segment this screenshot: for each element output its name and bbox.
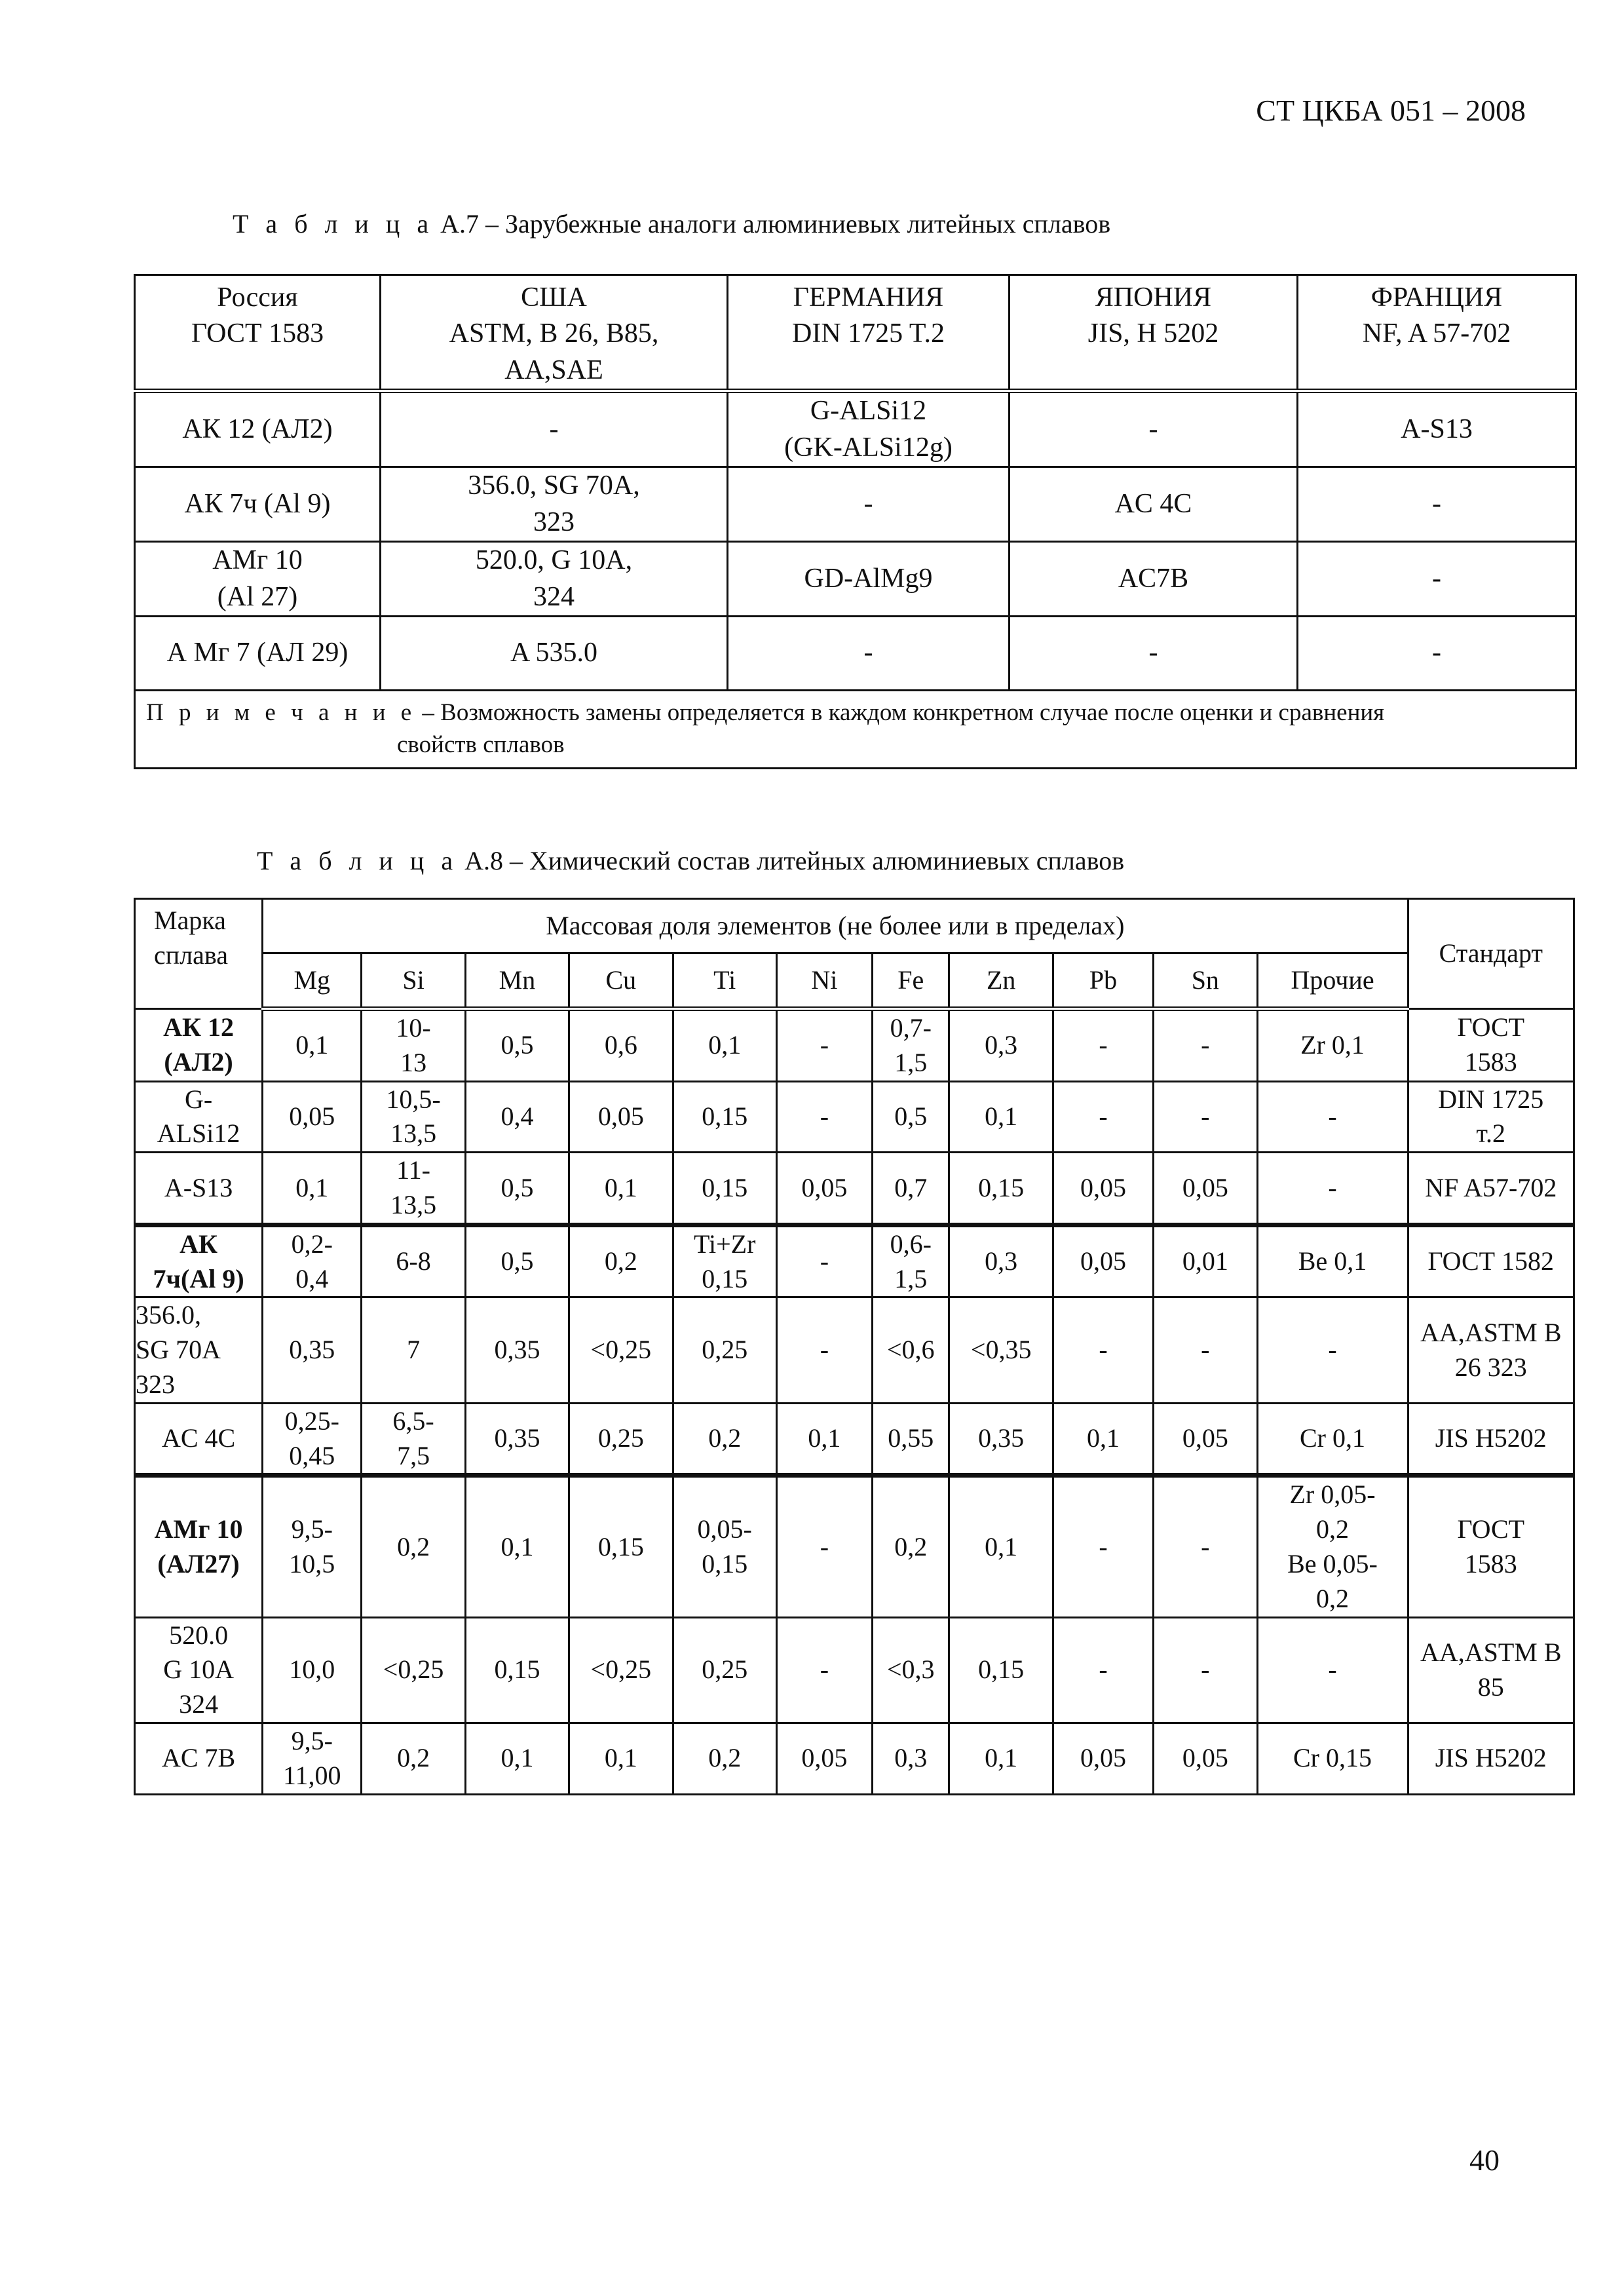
composition-cell: 0,05 bbox=[1053, 1225, 1153, 1297]
table-row bbox=[135, 1403, 1574, 1476]
table-a8-header-row-2 bbox=[135, 953, 1574, 1009]
table-cell: - bbox=[1298, 542, 1576, 617]
element-column-header: Прочие bbox=[1257, 953, 1408, 1009]
composition-cell: 0,05 bbox=[776, 1153, 872, 1225]
composition-cell: 0,05 bbox=[263, 1081, 362, 1153]
composition-cell: 0,05 bbox=[569, 1081, 673, 1153]
standard-cell: DIN 1725 т.2 bbox=[1408, 1081, 1574, 1153]
mass-fraction-header: Массовая доля элементов (не более или в пределах) bbox=[263, 899, 1408, 953]
page-number: 40 bbox=[1469, 2143, 1500, 2177]
composition-cell: 0,1 bbox=[949, 1476, 1053, 1617]
composition-cell: - bbox=[776, 1297, 872, 1403]
table-row bbox=[135, 1081, 1574, 1153]
table-a8-caption-label: Т а б л и ц а bbox=[257, 846, 459, 875]
note-text: – Возможность замены определяется в каждом конкретном случае после оценки и сравнения bbox=[416, 699, 1385, 727]
alloy-mark-cell: AC 4C bbox=[135, 1403, 263, 1476]
table-a7-foreign-analogs bbox=[134, 274, 1577, 769]
table-cell: - bbox=[1010, 616, 1298, 690]
composition-cell: <0,25 bbox=[362, 1617, 465, 1723]
table-cell: 520.0, G 10A, 324 bbox=[381, 542, 728, 617]
alloy-mark-cell: A-S13 bbox=[135, 1153, 263, 1225]
composition-cell: 0,3 bbox=[949, 1225, 1053, 1297]
composition-cell: - bbox=[1257, 1081, 1408, 1153]
table-cell: GD-AlMg9 bbox=[728, 542, 1010, 617]
element-column-header: Mn bbox=[465, 953, 569, 1009]
table-row bbox=[135, 1153, 1574, 1225]
composition-cell: 0,1 bbox=[776, 1403, 872, 1476]
element-column-header: Cu bbox=[569, 953, 673, 1009]
element-column-header: Mg bbox=[263, 953, 362, 1009]
table-row bbox=[135, 467, 1576, 542]
composition-cell: 0,2 bbox=[362, 1476, 465, 1617]
composition-cell: 0,1 bbox=[949, 1723, 1053, 1794]
composition-cell: 0,1 bbox=[569, 1723, 673, 1794]
composition-cell: 0,2 bbox=[872, 1476, 949, 1617]
composition-cell: 0,15 bbox=[673, 1081, 776, 1153]
composition-cell: 0,25 bbox=[673, 1617, 776, 1723]
standard-cell: AA,ASTM B 85 bbox=[1408, 1617, 1574, 1723]
element-column-header: Ti bbox=[673, 953, 776, 1009]
composition-cell: 0,2 bbox=[673, 1403, 776, 1476]
composition-cell: 0,5 bbox=[872, 1081, 949, 1153]
table-cell: АК 7ч (Al 9) bbox=[135, 467, 381, 542]
composition-cell: 0,05 bbox=[1154, 1153, 1257, 1225]
table-a7-note bbox=[135, 690, 1576, 768]
composition-cell: 0,35 bbox=[465, 1403, 569, 1476]
table-cell: АМг 10 (Al 27) bbox=[135, 542, 381, 617]
standard-cell: JIS H5202 bbox=[1408, 1723, 1574, 1794]
composition-cell: 0,7- 1,5 bbox=[872, 1009, 949, 1082]
composition-cell: 0,05 bbox=[1154, 1723, 1257, 1794]
table-cell: 356.0, SG 70A, 323 bbox=[381, 467, 728, 542]
table-cell: - bbox=[1298, 467, 1576, 542]
table-a7-col-header: ГЕРМАНИЯ DIN 1725 T.2 bbox=[728, 275, 1010, 391]
composition-cell: - bbox=[1154, 1009, 1257, 1082]
table-a7-col-header: США ASTM, B 26, B85, AA,SAE bbox=[381, 275, 728, 391]
standard-cell: NF A57-702 bbox=[1408, 1153, 1574, 1225]
composition-cell: Cr 0,1 bbox=[1257, 1403, 1408, 1476]
composition-cell: 0,3 bbox=[872, 1723, 949, 1794]
composition-cell: Zr 0,05- 0,2 Be 0,05- 0,2 bbox=[1257, 1476, 1408, 1617]
composition-cell: - bbox=[1257, 1617, 1408, 1723]
composition-cell: - bbox=[776, 1009, 872, 1082]
composition-cell: 0,7 bbox=[872, 1153, 949, 1225]
composition-cell: - bbox=[776, 1476, 872, 1617]
composition-cell: - bbox=[1053, 1081, 1153, 1153]
composition-cell: Cr 0,15 bbox=[1257, 1723, 1408, 1794]
composition-cell: 0,5 bbox=[465, 1009, 569, 1082]
table-a7-body bbox=[135, 391, 1576, 691]
composition-cell: 0,35 bbox=[949, 1403, 1053, 1476]
table-cell: - bbox=[1010, 391, 1298, 467]
composition-cell: 0,15 bbox=[949, 1153, 1053, 1225]
standard-column-header: Стандарт bbox=[1408, 899, 1574, 1009]
composition-cell: 0,4 bbox=[465, 1081, 569, 1153]
composition-cell: 0,1 bbox=[1053, 1403, 1153, 1476]
composition-cell: 0,05 bbox=[1053, 1153, 1153, 1225]
composition-cell: 0,6- 1,5 bbox=[872, 1225, 949, 1297]
table-cell: G-ALSi12 (GK-ALSi12g) bbox=[728, 391, 1010, 467]
composition-cell: 0,1 bbox=[673, 1009, 776, 1082]
standard-cell: JIS H5202 bbox=[1408, 1403, 1574, 1476]
note-text-continuation: свойств сплавов bbox=[397, 731, 565, 758]
table-a7-col-header: ФРАНЦИЯ NF, A 57-702 bbox=[1298, 275, 1576, 391]
table-cell: A-S13 bbox=[1298, 391, 1576, 467]
composition-cell: 10,5- 13,5 bbox=[362, 1081, 465, 1153]
composition-cell: 9,5- 10,5 bbox=[263, 1476, 362, 1617]
table-a7-note-row bbox=[135, 690, 1576, 768]
table-a7-caption-label: Т а б л и ц а bbox=[233, 209, 434, 239]
table-a7-caption bbox=[233, 208, 1110, 239]
composition-cell: 0,25- 0,45 bbox=[263, 1403, 362, 1476]
composition-cell: 0,55 bbox=[872, 1403, 949, 1476]
standard-cell: AA,ASTM B 26 323 bbox=[1408, 1297, 1574, 1403]
table-cell: А Мг 7 (АЛ 29) bbox=[135, 616, 381, 690]
composition-cell: 6-8 bbox=[362, 1225, 465, 1297]
table-row bbox=[135, 616, 1576, 690]
composition-cell: 0,25 bbox=[673, 1297, 776, 1403]
composition-cell: 0,35 bbox=[263, 1297, 362, 1403]
table-a8-header-row-1 bbox=[135, 899, 1574, 953]
table-a7-header-row bbox=[135, 275, 1576, 391]
table-a8-caption bbox=[257, 845, 1124, 876]
composition-cell: 0,1 bbox=[465, 1723, 569, 1794]
composition-cell: 0,01 bbox=[1154, 1225, 1257, 1297]
composition-cell: - bbox=[776, 1225, 872, 1297]
composition-cell: <0,25 bbox=[569, 1617, 673, 1723]
composition-cell: - bbox=[1053, 1617, 1153, 1723]
table-cell: - bbox=[728, 616, 1010, 690]
composition-cell: 0,25 bbox=[569, 1403, 673, 1476]
composition-cell: 6,5- 7,5 bbox=[362, 1403, 465, 1476]
composition-cell: Ti+Zr 0,15 bbox=[673, 1225, 776, 1297]
table-cell: AC 4C bbox=[1010, 467, 1298, 542]
composition-cell: 0,3 bbox=[949, 1009, 1053, 1082]
composition-cell: 0,05 bbox=[776, 1723, 872, 1794]
table-row bbox=[135, 1476, 1574, 1617]
composition-cell: - bbox=[1053, 1009, 1153, 1082]
composition-cell: 11- 13,5 bbox=[362, 1153, 465, 1225]
element-column-header: Fe bbox=[872, 953, 949, 1009]
table-row bbox=[135, 1617, 1574, 1723]
composition-cell: - bbox=[1257, 1153, 1408, 1225]
composition-cell: 0,6 bbox=[569, 1009, 673, 1082]
composition-cell: 0,5 bbox=[465, 1225, 569, 1297]
table-cell: АК 12 (АЛ2) bbox=[135, 391, 381, 467]
composition-cell: <0,25 bbox=[569, 1297, 673, 1403]
composition-cell: - bbox=[776, 1617, 872, 1723]
composition-cell: 0,15 bbox=[465, 1617, 569, 1723]
element-column-header: Si bbox=[362, 953, 465, 1009]
composition-cell: - bbox=[1154, 1297, 1257, 1403]
composition-cell: 0,5 bbox=[465, 1153, 569, 1225]
composition-cell: 0,15 bbox=[949, 1617, 1053, 1723]
table-row bbox=[135, 1225, 1574, 1297]
element-column-header: Ni bbox=[776, 953, 872, 1009]
table-row bbox=[135, 1009, 1574, 1082]
composition-cell: 0,2 bbox=[362, 1723, 465, 1794]
composition-cell: <0,35 bbox=[949, 1297, 1053, 1403]
alloy-mark-cell: АМг 10 (АЛ27) bbox=[135, 1476, 263, 1617]
table-a8-chemical-composition bbox=[134, 898, 1575, 1795]
composition-cell: 0,05 bbox=[1154, 1403, 1257, 1476]
composition-cell: 0,15 bbox=[569, 1476, 673, 1617]
table-cell: A 535.0 bbox=[381, 616, 728, 690]
composition-cell: 0,1 bbox=[569, 1153, 673, 1225]
standard-cell: ГОСТ 1582 bbox=[1408, 1225, 1574, 1297]
composition-cell: - bbox=[1154, 1476, 1257, 1617]
composition-cell: 0,1 bbox=[949, 1081, 1053, 1153]
table-cell: - bbox=[1298, 616, 1576, 690]
composition-cell: 0,05 bbox=[1053, 1723, 1153, 1794]
composition-cell: 0,1 bbox=[263, 1009, 362, 1082]
table-a7-col-header: ЯПОНИЯ JIS, H 5202 bbox=[1010, 275, 1298, 391]
composition-cell: 0,15 bbox=[673, 1153, 776, 1225]
composition-cell: 0,2- 0,4 bbox=[263, 1225, 362, 1297]
element-column-header: Pb bbox=[1053, 953, 1153, 1009]
composition-cell: - bbox=[1053, 1476, 1153, 1617]
element-column-header: Zn bbox=[949, 953, 1053, 1009]
composition-cell: 0,1 bbox=[263, 1153, 362, 1225]
composition-cell: - bbox=[1053, 1297, 1153, 1403]
composition-cell: - bbox=[776, 1081, 872, 1153]
composition-cell: 10- 13 bbox=[362, 1009, 465, 1082]
composition-cell: 9,5- 11,00 bbox=[263, 1723, 362, 1794]
table-row bbox=[135, 1723, 1574, 1794]
composition-cell: <0,6 bbox=[872, 1297, 949, 1403]
composition-cell: Zr 0,1 bbox=[1257, 1009, 1408, 1082]
alloy-mark-cell: G- ALSi12 bbox=[135, 1081, 263, 1153]
table-row bbox=[135, 542, 1576, 617]
element-column-header: Sn bbox=[1154, 953, 1257, 1009]
composition-cell: - bbox=[1154, 1617, 1257, 1723]
composition-cell: 0,05- 0,15 bbox=[673, 1476, 776, 1617]
table-cell: - bbox=[728, 467, 1010, 542]
composition-cell: 0,2 bbox=[569, 1225, 673, 1297]
table-a7-col-header: Россия ГОСТ 1583 bbox=[135, 275, 381, 391]
composition-cell: Be 0,1 bbox=[1257, 1225, 1408, 1297]
composition-cell: 10,0 bbox=[263, 1617, 362, 1723]
alloy-mark-cell: АК 12 (АЛ2) bbox=[135, 1009, 263, 1082]
alloy-mark-cell: AC 7B bbox=[135, 1723, 263, 1794]
table-row bbox=[135, 1297, 1574, 1403]
table-a8-body bbox=[135, 1009, 1574, 1795]
composition-cell: 0,2 bbox=[673, 1723, 776, 1794]
mark-column-header: Марка сплава bbox=[135, 899, 263, 1009]
composition-cell: - bbox=[1257, 1297, 1408, 1403]
standard-cell: ГОСТ 1583 bbox=[1408, 1009, 1574, 1082]
table-row bbox=[135, 391, 1576, 467]
composition-cell: - bbox=[1154, 1081, 1257, 1153]
composition-cell: 0,1 bbox=[465, 1476, 569, 1617]
table-a7-caption-text: А.7 – Зарубежные аналоги алюминиевых литейных сплавов bbox=[434, 209, 1111, 239]
composition-cell: <0,3 bbox=[872, 1617, 949, 1723]
standard-cell: ГОСТ 1583 bbox=[1408, 1476, 1574, 1617]
table-a8-caption-text: А.8 – Химический состав литейных алюминиевых сплавов bbox=[458, 846, 1125, 875]
alloy-mark-cell: АК 7ч(Al 9) bbox=[135, 1225, 263, 1297]
alloy-mark-cell: 356.0, SG 70A 323 bbox=[135, 1297, 263, 1403]
alloy-mark-cell: 520.0 G 10A 324 bbox=[135, 1617, 263, 1723]
document-code-header: СТ ЦКБА 051 – 2008 bbox=[1256, 94, 1526, 127]
table-cell: - bbox=[381, 391, 728, 467]
composition-cell: 0,35 bbox=[465, 1297, 569, 1403]
table-cell: AC7B bbox=[1010, 542, 1298, 617]
composition-cell: 7 bbox=[362, 1297, 465, 1403]
note-label: П р и м е ч а н и е bbox=[146, 699, 417, 727]
